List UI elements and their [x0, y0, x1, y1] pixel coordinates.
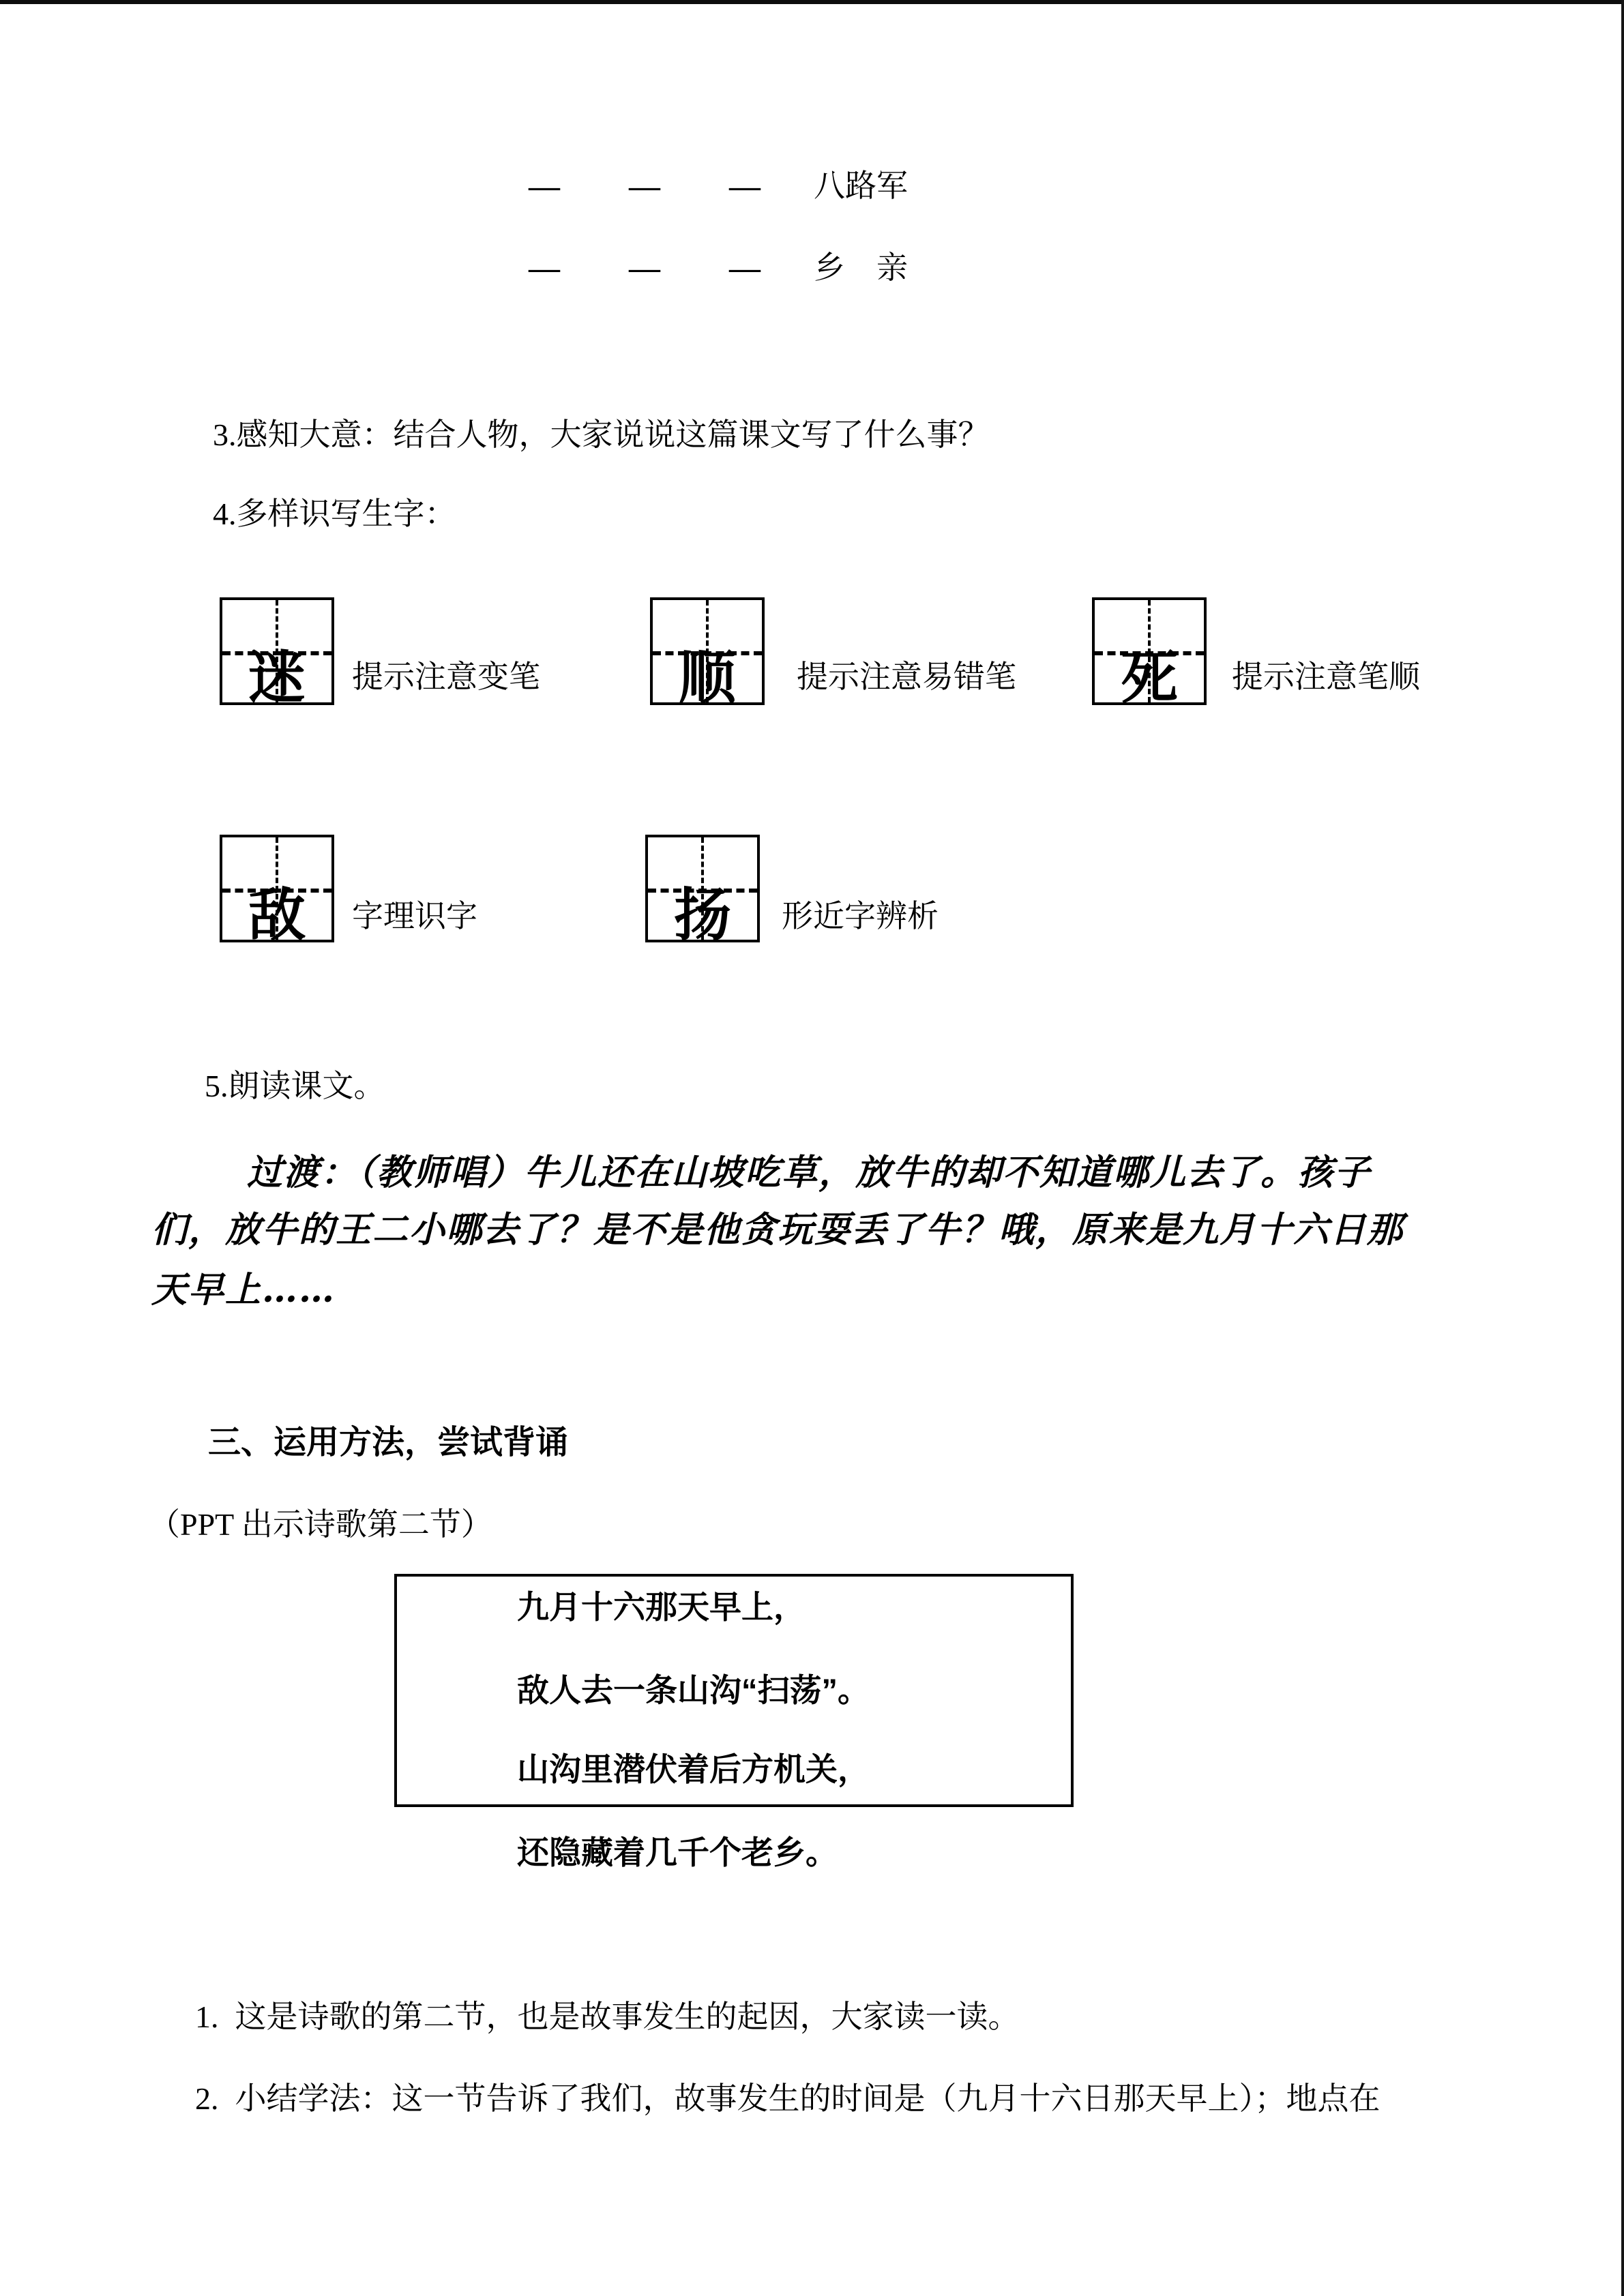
- note-number: 1.: [195, 1999, 219, 2034]
- blank-dash: —: [529, 250, 560, 285]
- step-5-line: 5.朗读课文。: [205, 1069, 385, 1103]
- tianzige-box-mi: [220, 597, 334, 711]
- step-3-line: 3.感知大意：结合人物，大家说说这篇课文写了什么事？: [213, 417, 990, 452]
- tianzige-box-si: [1092, 597, 1207, 711]
- char-note-di: 字理识字: [352, 899, 477, 934]
- practice-char-yang: 扬: [673, 884, 732, 948]
- scan-top-edge: [0, 0, 1624, 4]
- char-note-yang: 形近字辨析: [782, 899, 939, 934]
- char-note-si: 提示注意笔顺: [1232, 659, 1420, 694]
- step-4-line: 4.多样识写生字：: [213, 496, 456, 531]
- practice-char-mi: 迷: [248, 647, 306, 711]
- practice-char-di: 敌: [248, 884, 306, 948]
- section-heading: 三、运用方法，尝试背诵: [208, 1425, 569, 1461]
- char-note-shun: 提示注意易错笔: [797, 659, 1016, 694]
- fill-line-balujun: [529, 168, 908, 205]
- blank-dash: —: [729, 250, 761, 285]
- transition-line-2: 们，放牛的王二小哪去了？是不是他贪玩耍丢了牛？哦，原来是九月十六日那: [151, 1209, 1404, 1251]
- note-number: 2.: [195, 2081, 219, 2116]
- note-line-2: [195, 2081, 1381, 2117]
- poem-line-3: 山沟里潜伏着后方机关，: [517, 1751, 870, 1787]
- blank-dash: —: [629, 168, 660, 203]
- blank-dash: —: [629, 250, 660, 285]
- practice-char-si: 死: [1120, 647, 1179, 711]
- blank-dash: —: [729, 168, 761, 203]
- transition-line-3: 天早上……: [151, 1269, 336, 1311]
- poem-line-1: 九月十六那天早上，: [517, 1589, 806, 1625]
- scan-right-edge: [1621, 0, 1624, 2296]
- char-note-mi: 提示注意变笔: [352, 659, 540, 694]
- poem-line-2: 敌人去一条山沟“扫荡”。: [517, 1672, 870, 1708]
- note-line-1: [195, 1999, 1020, 2036]
- note-text: 小结学法：这一节告诉了我们，故事发生的时间是（九月十六日那天早上）；地点在: [235, 2081, 1381, 2116]
- transition-line-1: 过渡：（教师唱）牛儿还在山坡吃草，放牛的却不知道哪儿去了。孩子: [247, 1152, 1372, 1193]
- poem-line-4-outside-box: 还隐藏着几千个老乡。: [517, 1834, 838, 1870]
- fill-answer-label: 八路军: [814, 168, 908, 203]
- fill-answer-label: 乡 亲: [814, 250, 908, 285]
- ppt-note: （PPT 出示诗歌第二节）: [149, 1507, 492, 1542]
- tianzige-box-di: [220, 835, 334, 948]
- note-text: 这是诗歌的第二节，也是故事发生的起因，大家读一读。: [235, 1999, 1020, 2034]
- tianzige-box-shun: [650, 597, 765, 711]
- practice-char-shun: 顺: [678, 647, 737, 711]
- blank-dash: —: [529, 168, 560, 203]
- tianzige-box-yang: [645, 835, 760, 948]
- fill-line-xiangqin: [529, 250, 908, 286]
